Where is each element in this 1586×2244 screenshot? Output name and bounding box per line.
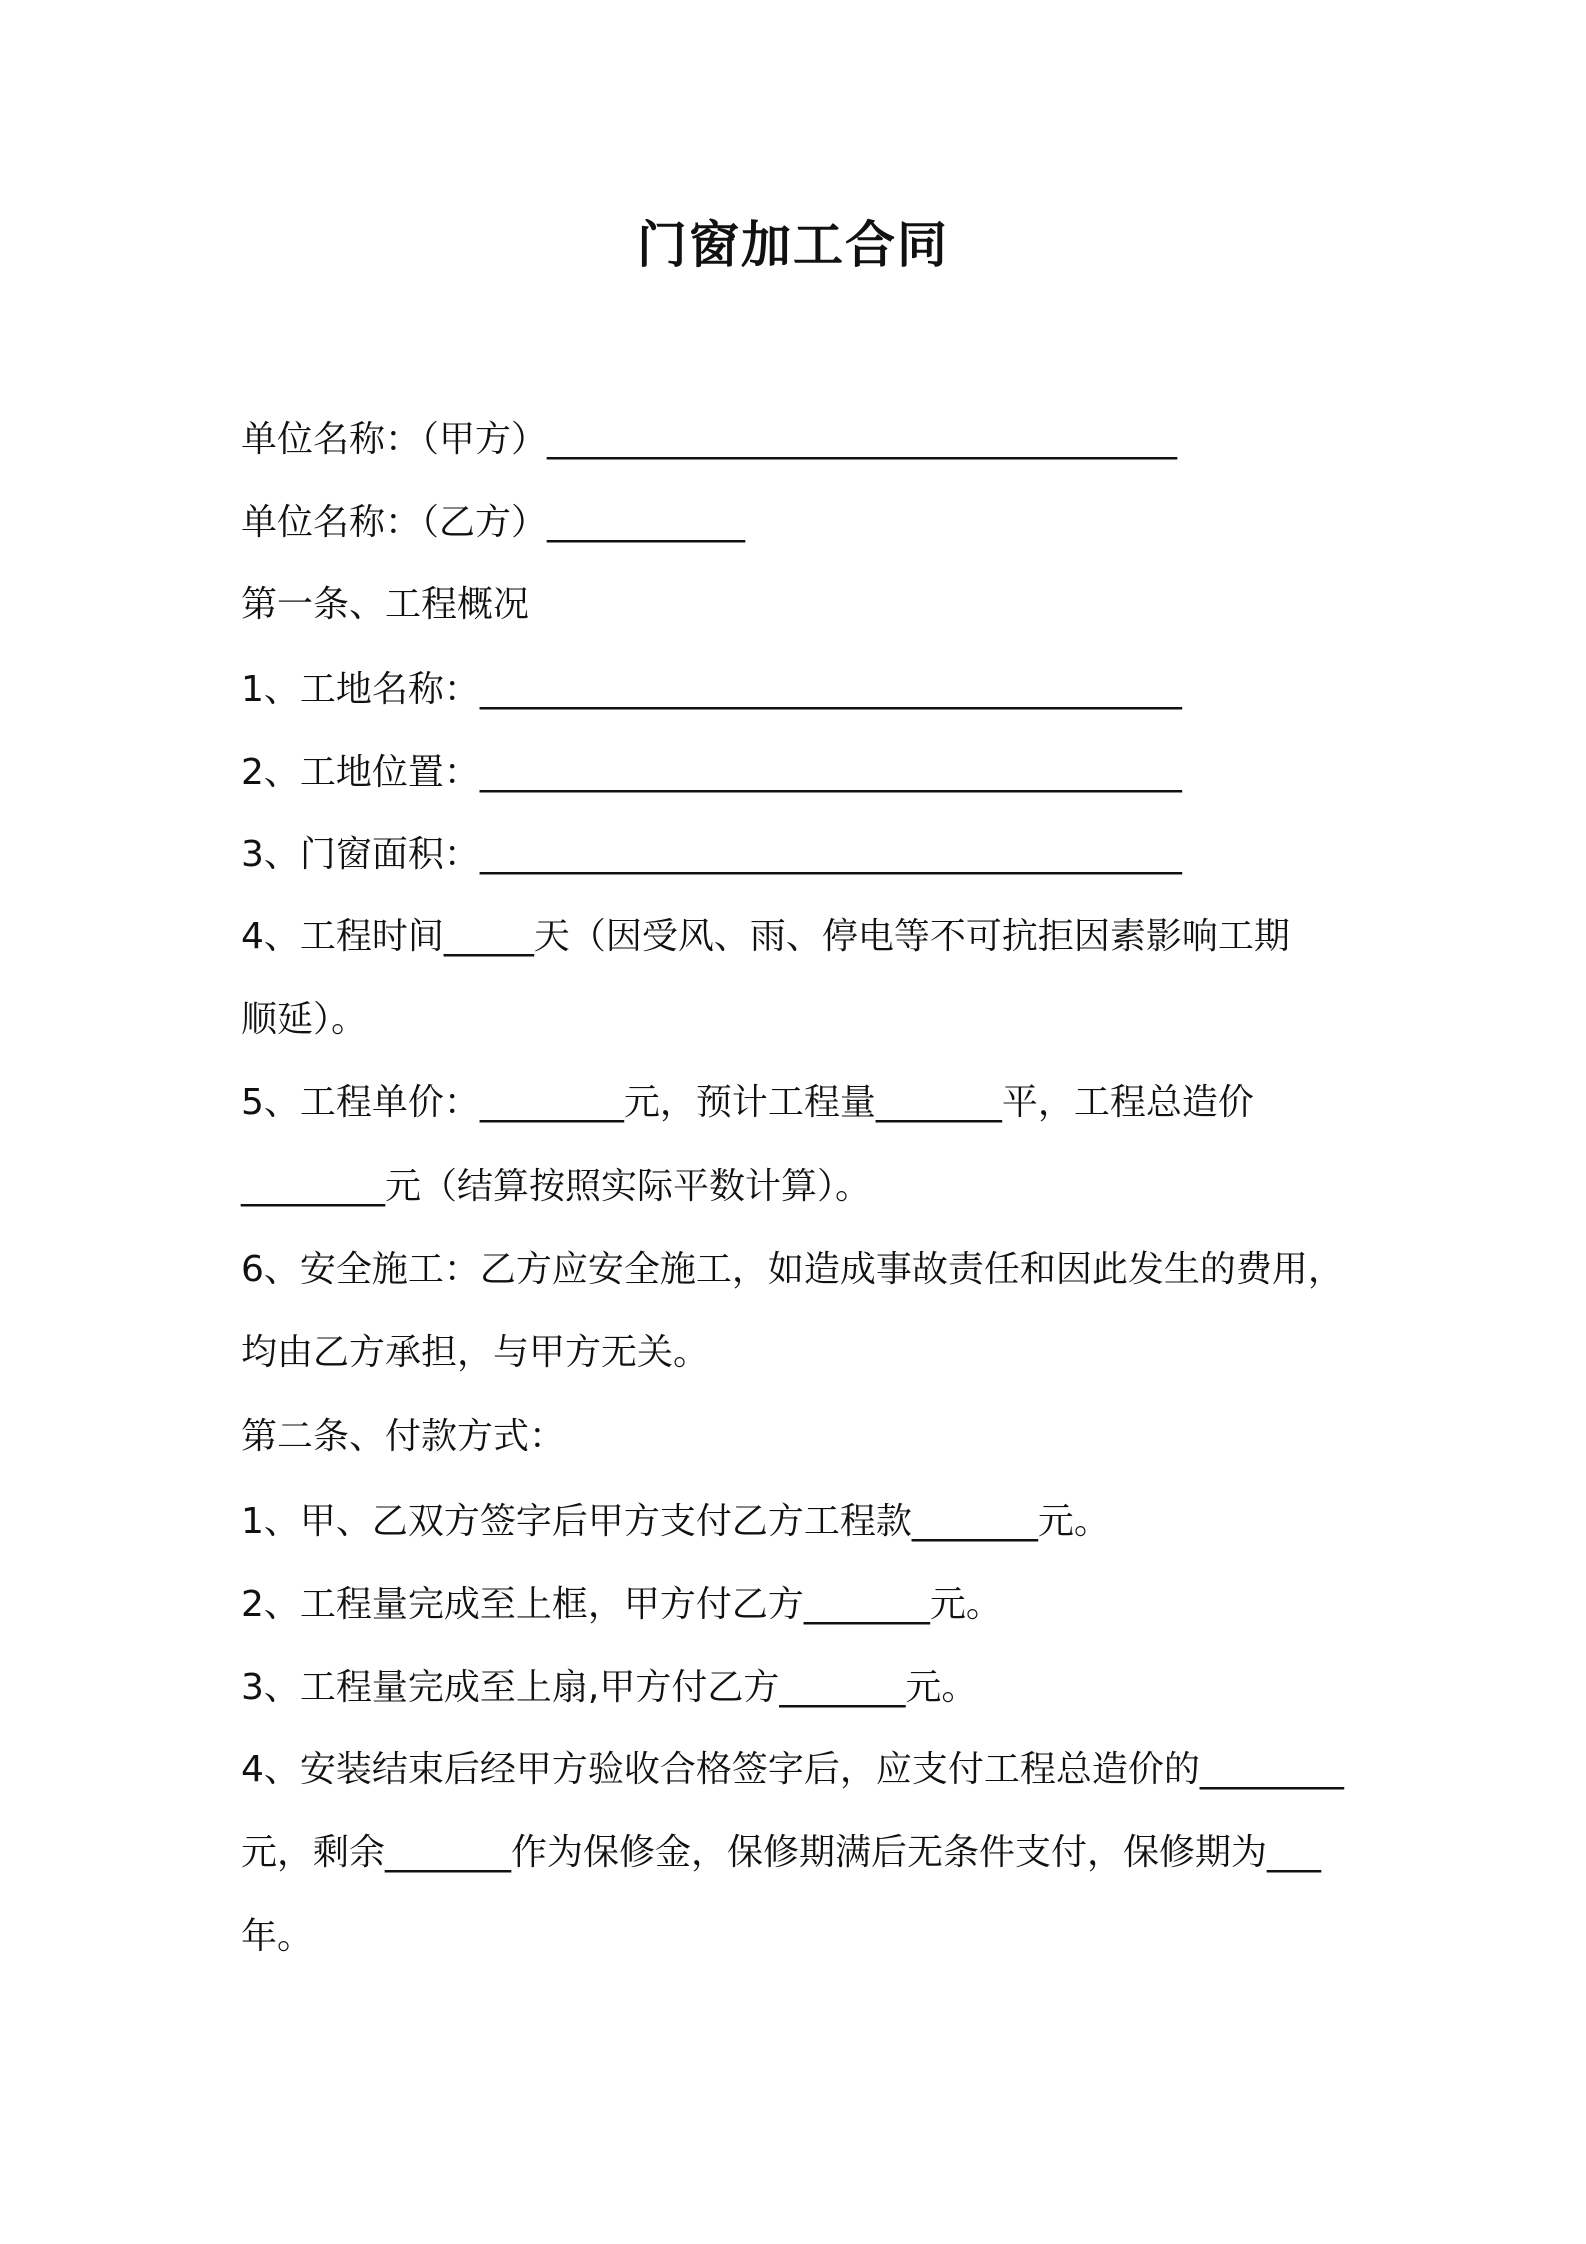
duration-line: 4、工程时间_____天（因受风、雨、停电等不可抗拒因素影响工期 [241, 916, 1290, 957]
site-location-line: 2、工地位置：_______________________________________ [241, 752, 1182, 793]
payment-item-3: 3、工程量完成至上扇,甲方付乙方_______元。 [241, 1667, 978, 1708]
window-area-line: 3、门窗面积：_______________________________________ [241, 834, 1182, 875]
payment-item-4-end: 年。 [241, 1916, 314, 1957]
duration-line-cont: 顺延）。 [241, 999, 368, 1040]
document-title: 门窗加工合同 [637, 216, 949, 274]
safety-line-cont: 均由乙方承担，与甲方无关。 [241, 1332, 710, 1373]
payment-item-2: 2、工程量完成至上框，甲方付乙方_______元。 [241, 1584, 1002, 1625]
party-a-line: 单位名称：（甲方）___________________________________ [241, 419, 1178, 460]
payment-item-4: 4、安装结束后经甲方验收合格签字后，应支付工程总造价的________ [241, 1749, 1344, 1790]
unit-price-line: 5、工程单价：________元，预计工程量_______平，工程总造价 [241, 1082, 1254, 1123]
unit-price-line-cont: ________元（结算按照实际平数计算）。 [241, 1166, 872, 1207]
safety-line: 6、安全施工：乙方应安全施工，如造成事故责任和因此发生的费用， [241, 1249, 1344, 1290]
article-2-heading: 第二条、付款方式： [241, 1416, 566, 1457]
site-name-line: 1、工地名称：_______________________________________ [241, 669, 1182, 710]
article-1-heading: 第一条、工程概况 [241, 584, 530, 625]
payment-item-4-cont: 元，剩余_______作为保修金，保修期满后无条件支付，保修期为___ [241, 1832, 1322, 1873]
party-b-line: 单位名称：（乙方）___________ [241, 502, 746, 543]
payment-item-1: 1、甲、乙双方签字后甲方支付乙方工程款_______元。 [241, 1501, 1110, 1542]
